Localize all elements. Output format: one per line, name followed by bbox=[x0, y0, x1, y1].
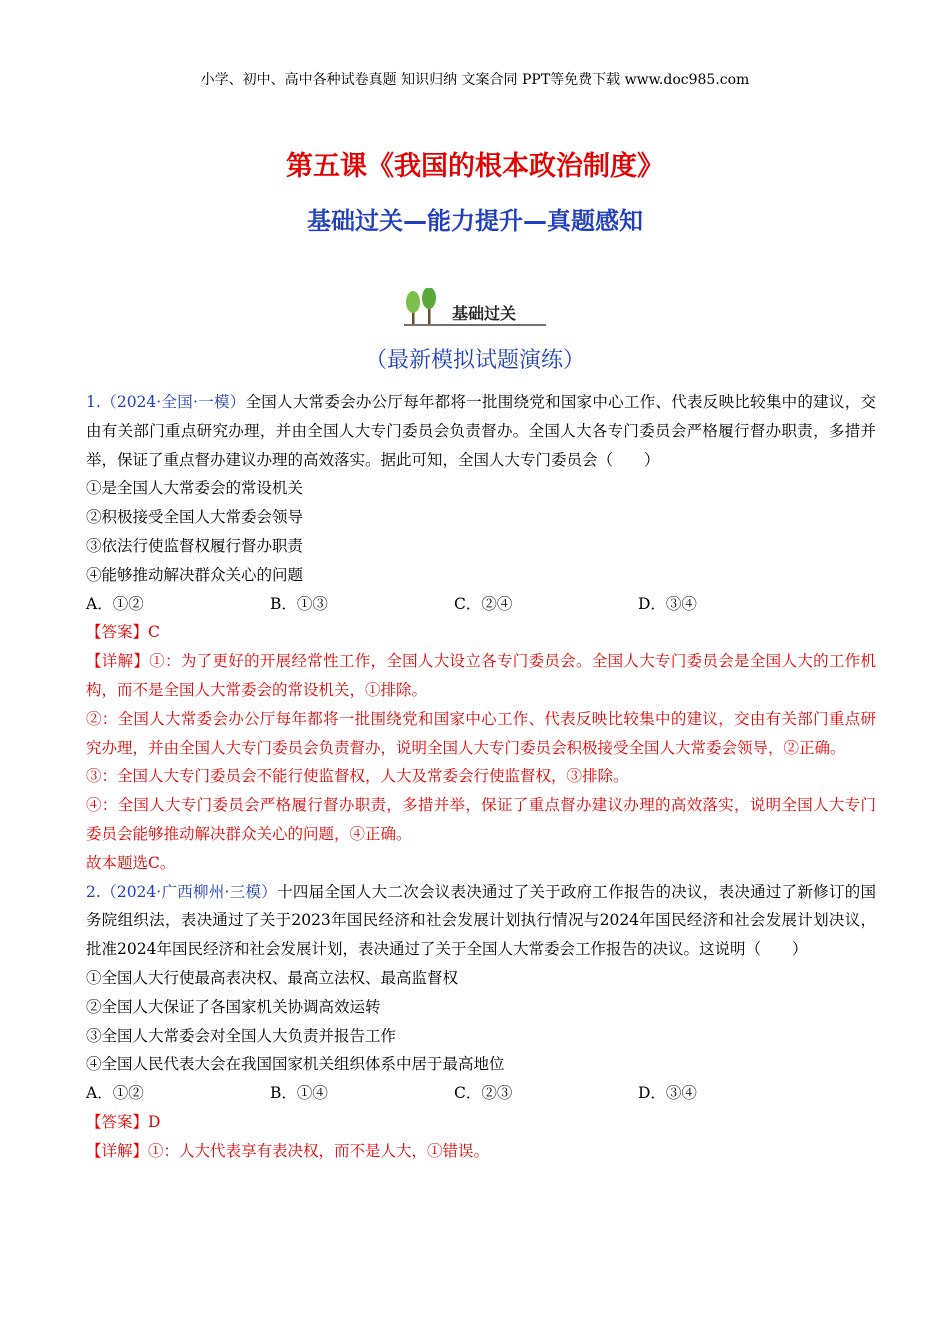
q1-source: （2024·全国·一模） bbox=[100, 393, 246, 411]
answer-value: D bbox=[148, 1112, 161, 1131]
detail-label: 【详解】 bbox=[86, 1141, 149, 1160]
q1-item: ②积极接受全国人大常委会领导 bbox=[86, 508, 304, 527]
q2-item: ④全国人民代表大会在我国国家机关组织体系中居于最高地位 bbox=[86, 1055, 505, 1074]
section-badge bbox=[400, 288, 550, 330]
page-header: 小学、初中、高中各种试卷真题 知识归纳 文案合同 PPT等免费下载 www.doc985.com bbox=[200, 72, 750, 88]
q2-item: ③全国人大常委会对全国人大负责并报告工作 bbox=[86, 1026, 397, 1045]
q1-options bbox=[86, 590, 876, 619]
q1-item: ④能够推动解决群众关心的问题 bbox=[86, 565, 304, 584]
q2-item: ①全国人大行使最高表决权、最高立法权、最高监督权 bbox=[86, 968, 459, 987]
q1-option-c: C．②④ bbox=[454, 594, 513, 613]
lesson-subtitle: 基础过关—能力提升—真题感知 bbox=[307, 207, 643, 235]
q1-detail-3: ③：全国人大专门委员会不能行使监督权，人大及常委会行使监督权，③排除。 bbox=[86, 767, 629, 786]
q2-detail-1 bbox=[86, 1137, 876, 1166]
q1-item: ①是全国人大常委会的常设机关 bbox=[86, 479, 304, 498]
q2-options bbox=[86, 1079, 876, 1108]
question-content bbox=[86, 388, 876, 1166]
q1-detail-4: ④：全国人大专门委员会严格履行督办职责，多措并举，保证了重点督办建议办理的高效落实，说明全国人大专门委员会能够推动解决群众关心的问题，④正确。 bbox=[86, 796, 876, 843]
q2-option-a: A．①② bbox=[86, 1084, 144, 1103]
q1-detail-2: ②：全国人大常委会办公厅每年都将一批围绕党和国家中心工作、代表反映比较集中的建议，交由有关部门重点研究办理，并由全国人大专门委员会负责督办，说明全国人大专门委员会积极接受全国人大常委会领导，②正确。 bbox=[86, 709, 876, 757]
q1-option-a: A．①② bbox=[86, 594, 144, 613]
q2-option-c: C．②③ bbox=[454, 1084, 513, 1103]
q1-number: 1. bbox=[86, 393, 101, 411]
answer-value: C bbox=[148, 623, 160, 642]
q2-stem bbox=[86, 878, 876, 964]
q1-stem bbox=[86, 388, 876, 474]
q2-answer bbox=[86, 1108, 876, 1137]
answer-label: 【答案】 bbox=[86, 623, 149, 642]
q2-option-d: D．③④ bbox=[638, 1084, 697, 1103]
detail-text: ①：为了更好的开展经常性工作，全国人大设立各专门委员会。全国人大专门委员会是全国人大的工作机构，而不是全国人大常委会的常设机关，①排除。 bbox=[86, 652, 876, 699]
detail-text: ①：人大代表享有表决权，而不是人大，①错误。 bbox=[148, 1141, 490, 1160]
lesson-title: 第五课《我国的根本政治制度》 bbox=[286, 151, 664, 182]
q1-conclusion: 故本题选C。 bbox=[86, 853, 176, 872]
q2-source: （2024·广西柳州·三模） bbox=[100, 882, 278, 901]
q2-stem-text: 十四届全国人大二次会议表决通过了关于政府工作报告的决议，表决通过了新修订的国务院组织法，表决通过了关于2023年国民经济和社会发展计划执行情况与2024年国民经济和社会发展计划决议，批准2024年国民经济和社会发展计划，表决通过了关于全国人大常委会工作报告的决议。这说明（ ） bbox=[86, 882, 876, 959]
q1-stem-text: 全国人大常委会办公厅每年都将一批围绕党和国家中心工作、代表反映比较集中的建议，交由有关部门重点研究办理，并由全国人大专门委员会负责督办。全国人大各专门委员会严格履行督办职责，多措并举，保证了重点督办建议办理的高效落实。据此可知，全国人大专门委员会（ ） bbox=[86, 393, 876, 469]
detail-label: 【详解】 bbox=[86, 652, 150, 671]
q1-detail-1 bbox=[86, 647, 876, 705]
q2-item: ②全国人大保证了各国家机关协调高效运转 bbox=[86, 997, 381, 1016]
section-badge-label: 基础过关 bbox=[452, 304, 517, 323]
q2-option-b: B．①④ bbox=[270, 1084, 328, 1103]
section-subtitle: （最新模拟试题演练） bbox=[364, 348, 585, 373]
q1-answer bbox=[86, 618, 876, 647]
answer-label: 【答案】 bbox=[86, 1112, 149, 1131]
q1-option-d: D．③④ bbox=[638, 594, 697, 613]
q1-option-b: B．①③ bbox=[270, 594, 328, 613]
q2-number: 2. bbox=[86, 882, 101, 901]
q1-item: ③依法行使监督权履行督办职责 bbox=[86, 536, 304, 555]
